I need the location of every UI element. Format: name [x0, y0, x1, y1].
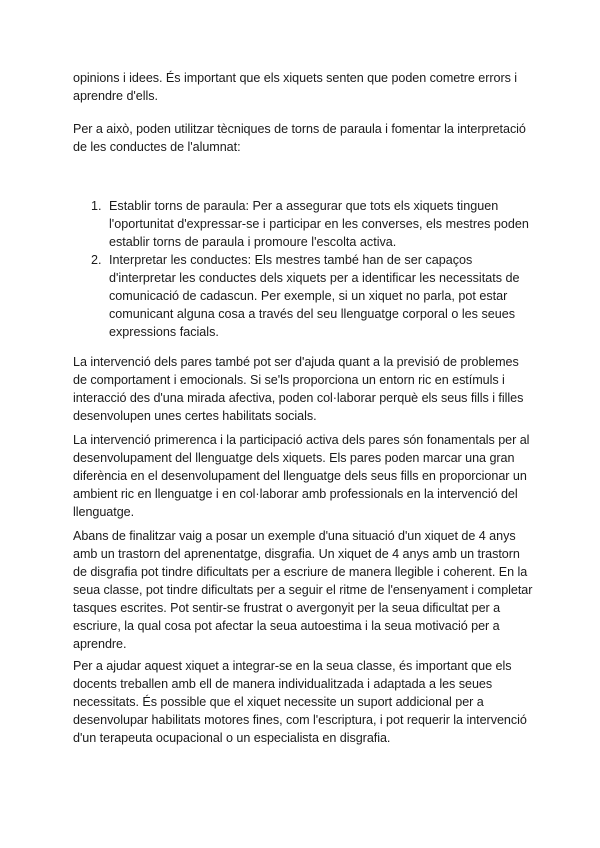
- list-item-number: 2.: [91, 253, 102, 267]
- numbered-list: [91, 197, 533, 341]
- list-item-text: Interpretar les conductes: Els mestres també han de ser capaços d'interpretar les conductes dels xiquets per a identificar les necessitats de comunicació de cadascun. Per exemple, si un xiquet no parla, pot estar comunicant alguna cosa a través del seu llenguatge corporal o les seues expressions facials.: [109, 253, 520, 339]
- paragraph-techniques-intro: Per a això, poden utilitzar tècniques de torns de paraula i fomentar la interpretació de les conductes de l'alumnat:: [73, 122, 526, 154]
- list-item: [91, 197, 533, 251]
- list-item: [91, 251, 533, 341]
- paragraph-integration-support: Per a ajudar aquest xiquet a integrar-se en la seua classe, és important que els docents treballen amb ell de manera individualitzada i adaptada a les seues necessitats. És possible que el xiquet necessite un suport addicional per a desenvolupar habilitats motores fines, com l'escriptura, i pot requerir la intervenció d'un terapeuta ocupacional o un especialista en disgrafia.: [73, 659, 527, 745]
- paragraph-dysgraphia-example: Abans de finalitzar vaig a posar un exemple d'una situació d'un xiquet de 4 anys amb un trastorn del aprenentatge, disgrafia. Un xiquet de 4 anys amb un trastorn de disgrafia pot tindre dificultats per a escriure de manera llegible i coherent. En la seua classe, pot tindre dificultats per a seguir el ritme de l'ensenyament i completar tasques escrites. Pot sentir-se frustrat o avergonyit per la seua dificultat per a escriure, la qual cosa pot afectar la seua autoestima i la seua motivació per a aprendre.: [73, 529, 533, 651]
- list-item-text: Establir torns de paraula: Per a assegurar que tots els xiquets tinguen l'oportunitat d'expressar-se i participar en les converses, els mestres poden establir torns de paraula i promoure l'escolta activa.: [109, 199, 529, 249]
- list-item-number: 1.: [91, 199, 102, 213]
- paragraph-early-intervention: La intervenció primerenca i la participació activa dels pares són fonamentals per al desenvolupament del llenguatge dels xiquets. Els pares poden marcar una gran diferència en el desenvolupament del llenguatge dels seus fills en proporcionar un ambient ric en llenguatge i en col·laborar amb professionals en la intervenció del llenguatge.: [73, 433, 530, 519]
- paragraph-parents-behaviour: La intervenció dels pares també pot ser d'ajuda quant a la previsió de problemes de comportament i emocionals. Si se'ls proporciona un entorn ric en estímuls i interacció des d'una mirada afectiva, poden col·laborar perquè els seus fills i filles desenvolupen unes certes habilitats socials.: [73, 355, 524, 423]
- paragraph-opinions: opinions i idees. És important que els xiquets senten que poden cometre errors i aprendre d'ells.: [73, 71, 518, 103]
